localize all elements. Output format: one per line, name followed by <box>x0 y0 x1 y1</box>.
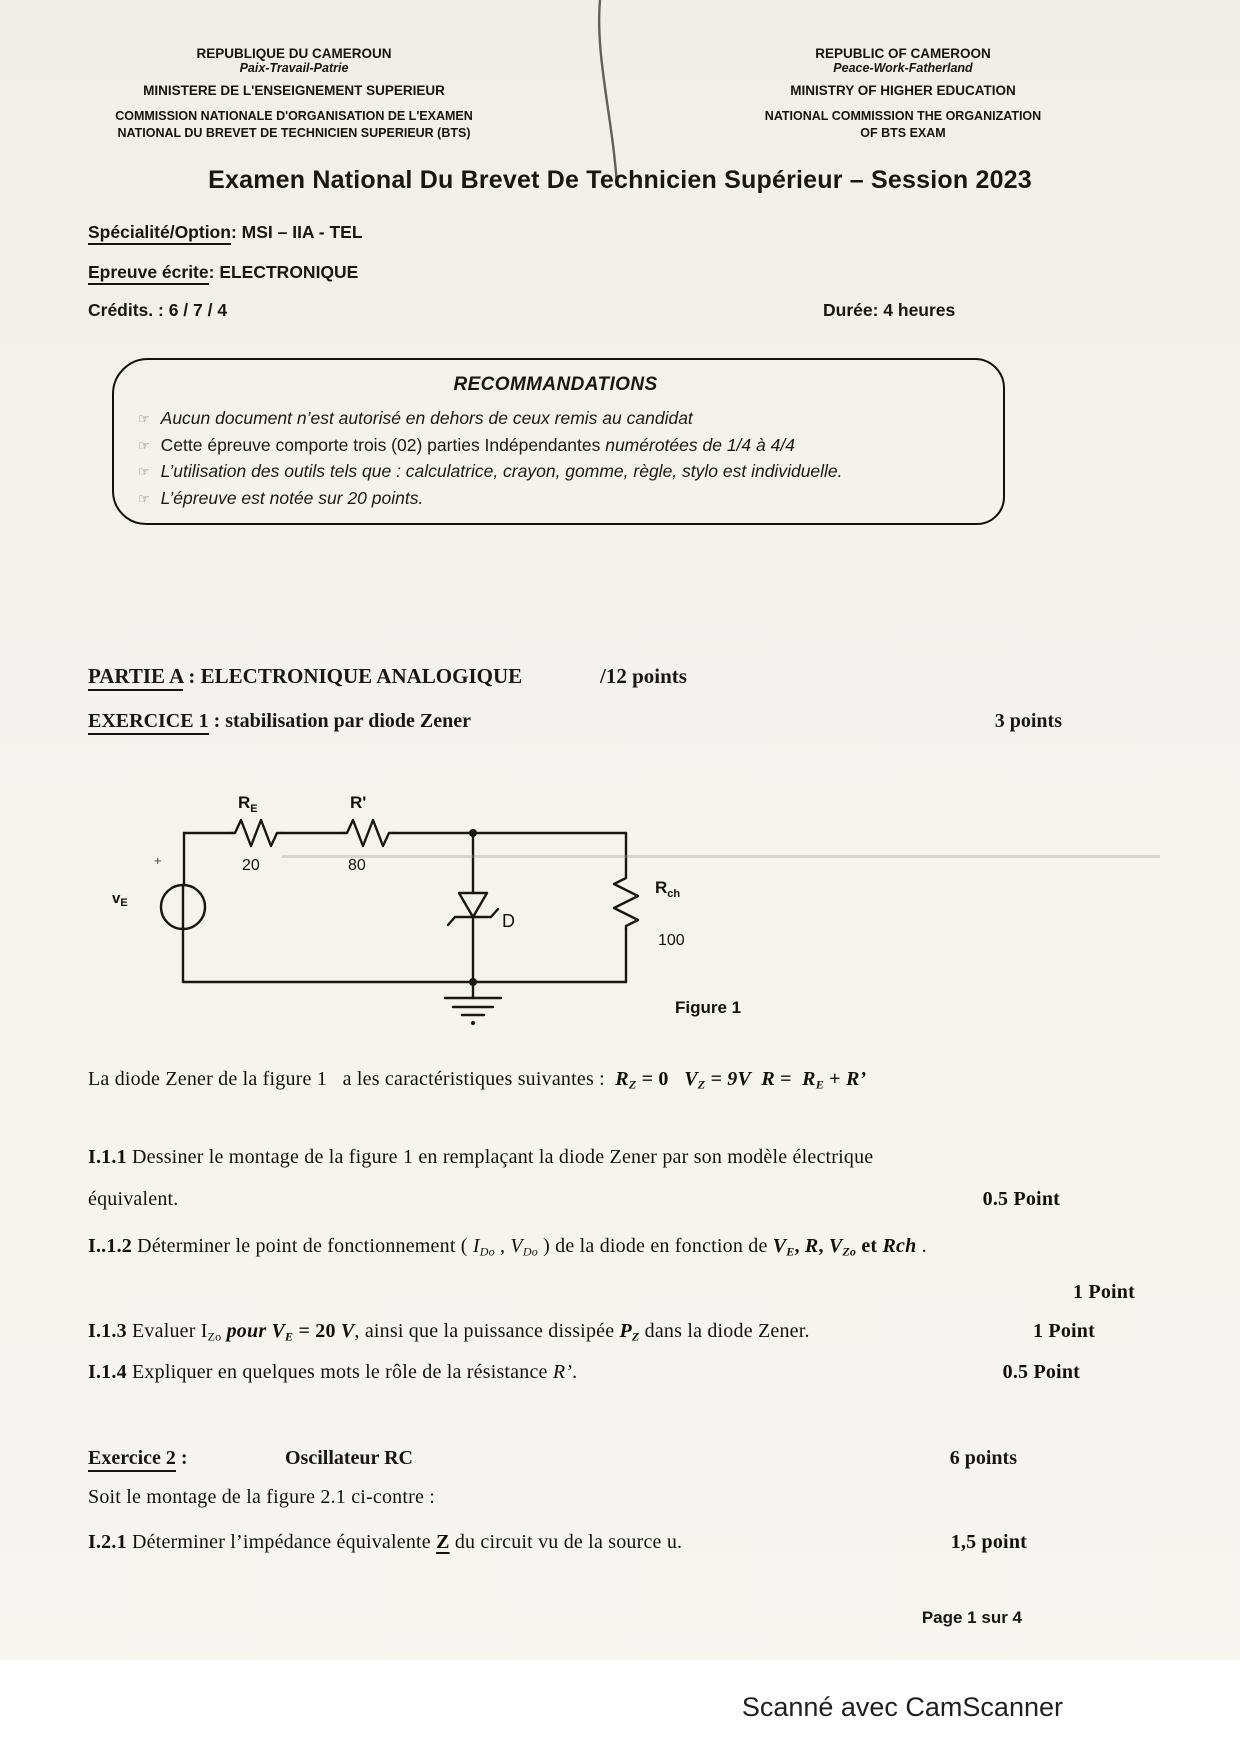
junction-node-dot <box>469 829 477 837</box>
pointing-hand-icon: ☞ <box>138 411 150 426</box>
points-badge: 0.5 Point <box>1002 1361 1080 1383</box>
part-a-label: PARTIE A <box>88 664 183 691</box>
header-line: REPUBLIC OF CAMEROON <box>815 46 991 61</box>
recommendation-item <box>138 459 973 486</box>
header-line: Peace-Work-Fatherland <box>833 61 973 75</box>
part-a-points: /12 points <box>600 664 687 688</box>
recommendation-text: L’utilisation des outils tels que : calculatrice, crayon, gomme, règle, stylo est individuelle. <box>160 461 843 481</box>
question-text: I.1.3 Evaluer IZo pour VE = 20 V, ainsi que la puissance dissipée PZ dans la diode Zener. <box>88 1320 810 1344</box>
exercise-1-rest: : stabilisation par diode Zener <box>208 710 472 732</box>
resistor-rprime-symbol <box>342 820 394 846</box>
paper-label: Epreuve écrite <box>88 262 209 285</box>
question-1-1-3 <box>88 1320 1095 1345</box>
header-line: MINISTRY OF HIGHER EDUCATION <box>790 83 1016 98</box>
recommendation-text: Aucun document n’est autorisé en dehors de ceux remis au candidat <box>160 408 693 428</box>
figure-caption: Figure 1 <box>675 998 742 1017</box>
header-line: Paix-Travail-Patrie <box>239 61 349 75</box>
question-1-1-4 <box>88 1361 1080 1384</box>
exercise-2-heading <box>88 1447 1017 1470</box>
points-badge: 1 Point <box>1033 1320 1095 1342</box>
specialty-line <box>88 222 363 243</box>
camscanner-watermark: Scanné avec CamScanner <box>741 1692 1063 1722</box>
header-line: REPUBLIQUE DU CAMEROUN <box>196 46 392 61</box>
part-a-heading <box>88 664 687 689</box>
figure-1-circuit <box>90 775 830 1035</box>
exercise-1-label: EXERCICE 1 <box>88 710 209 735</box>
plus-sign: + <box>154 853 162 868</box>
scan-artifact-streak <box>282 855 1160 858</box>
rch-label: $R_{ch}$ <box>655 878 681 900</box>
specialty-label: Spécialité/Option <box>88 222 231 245</box>
paper-value: : ELECTRONIQUE <box>208 262 359 282</box>
exercise-2-colon: : <box>175 1447 188 1469</box>
question-text: I.2.1 Déterminer l’impédance équivalente Z du circuit vu de la source u. <box>88 1531 683 1553</box>
question-text: I.1.4 Expliquer en quelques mots le rôle de la résistance R’. <box>88 1361 578 1383</box>
pointing-hand-icon: ☞ <box>138 464 150 479</box>
recommendation-text: Cette épreuve comporte trois (02) parties Indépendantes numérotées de 1/4 à 4/4 <box>160 434 795 455</box>
credits-line: Crédits. : 6 / 7 / 4 <box>88 300 228 320</box>
header-french <box>64 46 524 142</box>
specialty-value: : MSI – IIA - TEL <box>230 222 363 242</box>
zener-diode-symbol <box>459 893 487 917</box>
header-line: NATIONAL DU BREVET DE TECHNICIEN SUPERIEUR (BTS) <box>117 125 471 140</box>
header-line: MINISTERE DE L'ENSEIGNEMENT SUPERIEUR <box>143 83 445 98</box>
question-1-1-1-line2 <box>88 1188 1060 1211</box>
ground-dot <box>471 1021 475 1025</box>
recommendation-item <box>138 433 973 460</box>
points-badge: 0.5 Point <box>982 1188 1060 1210</box>
re-value: 20 <box>242 857 260 874</box>
scanner-strip <box>0 1660 1240 1755</box>
exercise-2-points: 6 points <box>949 1447 1017 1469</box>
question-1-2-1 <box>88 1531 1027 1554</box>
rprime-value: 80 <box>348 857 366 874</box>
exercise-2-intro: Soit le montage de la figure 2.1 ci-contre : <box>88 1486 436 1508</box>
diode-label: D <box>502 911 515 931</box>
exercise-1-points: 3 points <box>994 710 1062 732</box>
exam-title: Examen National Du Brevet De Technicien Supérieur – Session 2023 <box>208 166 1032 194</box>
recommendations-title: RECOMMANDATIONS <box>453 374 658 395</box>
recommendations-box <box>112 358 1005 525</box>
header-line: COMMISSION NATIONALE D'ORGANISATION DE L'EXAMEN <box>115 109 473 123</box>
page-number: Page 1 sur 4 <box>921 1608 1022 1627</box>
header-line: OF BTS EXAM <box>860 125 946 140</box>
rprime-label: R' <box>350 793 367 812</box>
question-1-1-1-line1: I.1.1 Dessiner le montage de la figure 1 en remplaçant la diode Zener par son modèle électrique <box>88 1146 874 1168</box>
zener-characteristics-line: La diode Zener de la figure 1 a les caractéristiques suivantes : RZ = 0 VZ = 9V R = RE + R’ <box>88 1068 867 1092</box>
recommendation-item <box>138 406 973 433</box>
resistor-re-symbol <box>230 820 282 846</box>
pointing-hand-icon: ☞ <box>138 490 150 506</box>
header-english <box>678 46 1128 142</box>
junction-node-dot <box>469 978 477 986</box>
ground-symbol <box>445 998 501 1015</box>
recommendation-item <box>138 486 973 513</box>
question-text: équivalent. <box>88 1188 179 1210</box>
question-1-1-2-line1: I..1.2 Déterminer le point de fonctionnement ( IDo , VDo ) de la diode en fonction de VE, R, VZo et Rch . <box>88 1235 927 1259</box>
resistor-rch-symbol <box>614 875 638 929</box>
points-badge: 1,5 point <box>950 1531 1027 1553</box>
question-1-1-2-points: 1 Point <box>1073 1281 1135 1303</box>
exercise-1-heading <box>88 710 1062 733</box>
recommendation-text: L’épreuve est notée sur 20 points. <box>160 487 424 508</box>
header-line: NATIONAL COMMISSION THE ORGANIZATION <box>764 109 1042 123</box>
duration-line: Durée: 4 heures <box>823 300 956 320</box>
pointing-hand-icon: ☞ <box>138 437 150 453</box>
part-a-rest: : ELECTRONIQUE ANALOGIQUE <box>183 664 523 688</box>
written-paper-line <box>88 262 358 283</box>
fold-crease-mark <box>545 0 685 190</box>
re-label: $R_E$ <box>238 793 258 815</box>
exercise-2-title: Oscillateur RC <box>285 1447 413 1469</box>
exercise-2-label: Exercice 2 <box>88 1447 176 1472</box>
rch-value: 100 <box>658 932 685 949</box>
ve-label: $v_E$ <box>112 890 128 909</box>
